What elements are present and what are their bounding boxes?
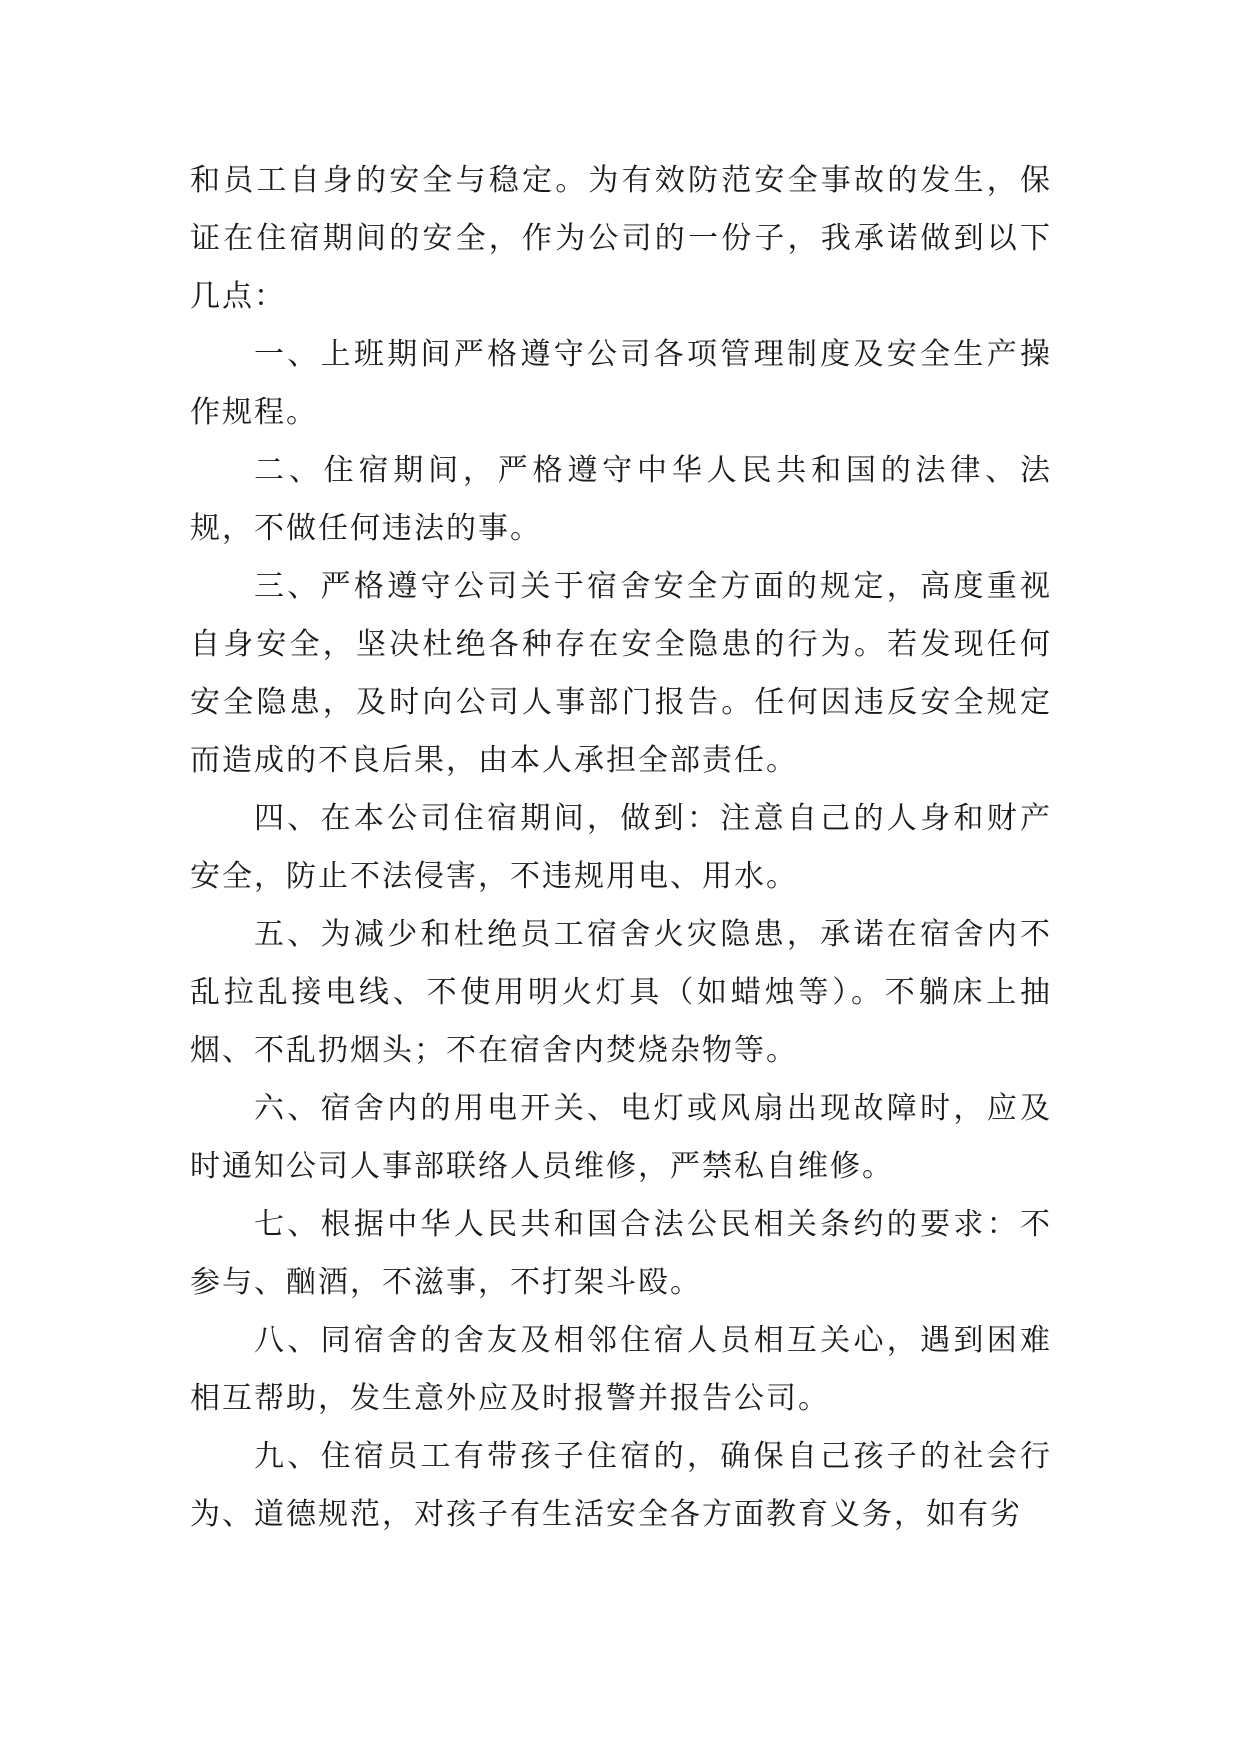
paragraph-intro: 和员工自身的安全与稳定。为有效防范安全事故的发生，保证在住宿期间的安全，作为公司的一份子，我承诺做到以下几点： (190, 163, 1052, 314)
paragraph-item-5: 五、为减少和杜绝员工宿舍火灾隐患，承诺在宿舍内不乱拉乱接电线、不使用明火灯具（如蜡烛等）。不躺床上抽烟、不乱扔烟头；不在宿舍内焚烧杂物等。 (190, 917, 1052, 1068)
paragraph-item-4: 四、在本公司住宿期间，做到：注意自己的人身和财产安全，防止不法侵害，不违规用电、用水。 (190, 801, 1052, 894)
paragraph-item-6: 六、宿舍内的用电开关、电灯或风扇出现故障时，应及时通知公司人事部联络人员维修，严禁私自维修。 (190, 1091, 1052, 1184)
paragraph-item-2: 二、住宿期间，严格遵守中华人民共和国的法律、法规，不做任何违法的事。 (190, 453, 1052, 546)
document-body (190, 152, 1052, 1544)
paragraph-item-7: 七、根据中华人民共和国合法公民相关条约的要求：不参与、酗酒，不滋事，不打架斗殴。 (190, 1207, 1052, 1300)
paragraph-item-1: 一、上班期间严格遵守公司各项管理制度及安全生产操作规程。 (190, 337, 1052, 430)
paragraph-item-8: 八、同宿舍的舍友及相邻住宿人员相互关心，遇到困难相互帮助，发生意外应及时报警并报告公司。 (190, 1323, 1052, 1416)
paragraph-item-3: 三、严格遵守公司关于宿舍安全方面的规定，高度重视自身安全，坚决杜绝各种存在安全隐患的行为。若发现任何安全隐患，及时向公司人事部门报告。任何因违反安全规定而造成的不良后果，由本人承担全部责任。 (190, 569, 1052, 778)
paragraph-item-9: 九、住宿员工有带孩子住宿的，确保自己孩子的社会行为、道德规范，对孩子有生活安全各方面教育义务，如有劣 (190, 1439, 1052, 1532)
